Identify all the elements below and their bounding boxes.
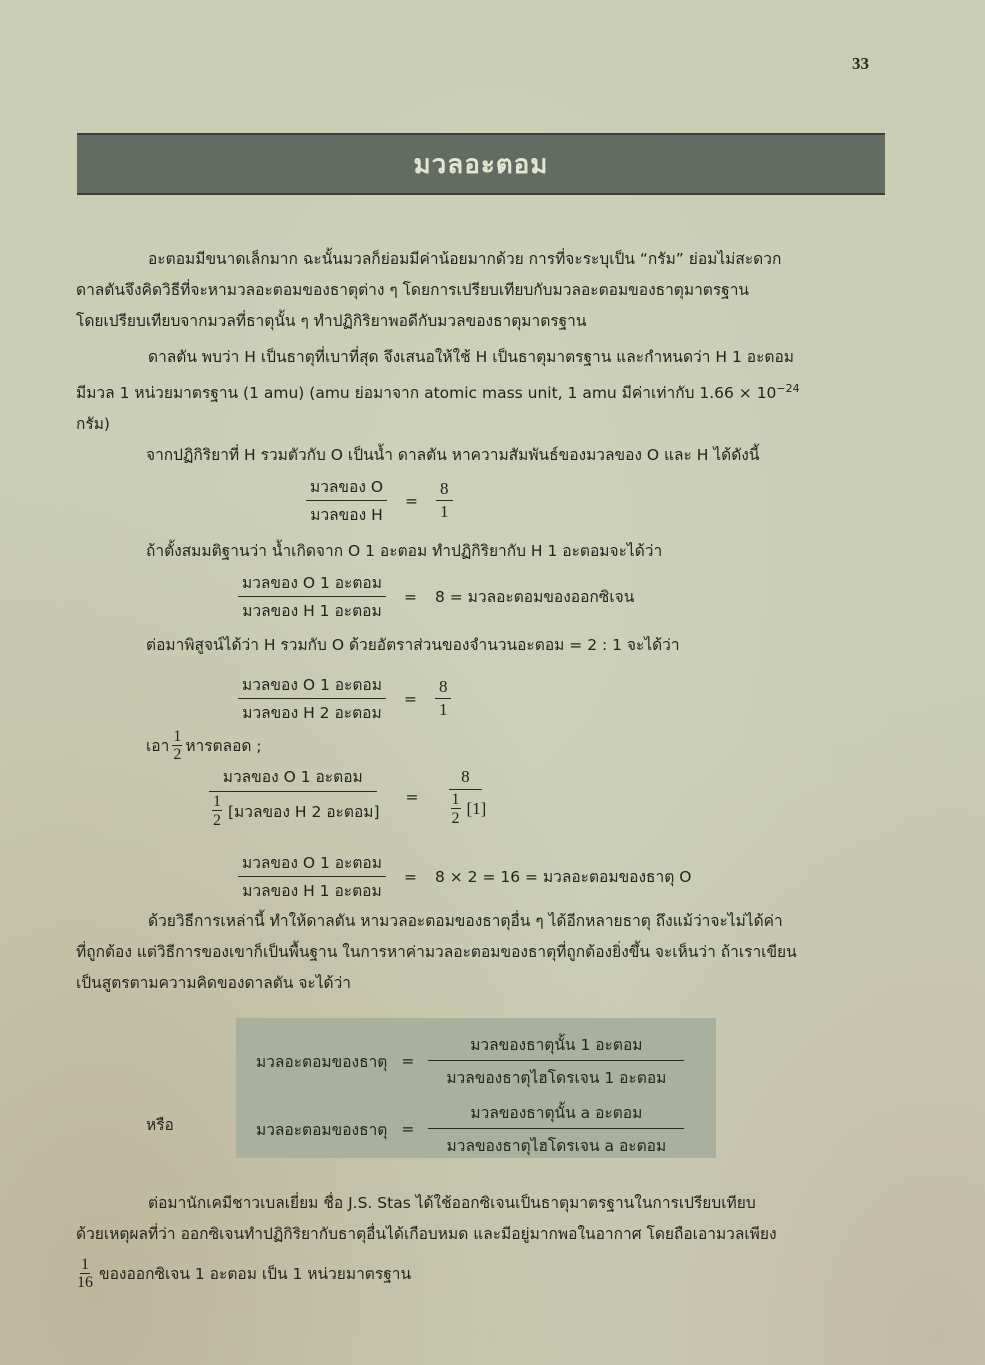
text-line	[76, 373, 886, 409]
fraction-half: $\frac{1}{2}$	[451, 790, 460, 827]
paragraph-dalton-method	[76, 906, 886, 999]
fraction-rhs: $\frac{8}{1}$	[436, 479, 453, 522]
equation-h2-ratio: $\frac{\text{มวลของ O 1 อะตอม}}{\text{มวลของ H 2 อะตอม}}$ = $\frac{8}{1}$	[238, 672, 451, 725]
equation-mass-ratio: $\frac{\text{มวลของ O}}{\text{มวลของ H}}$ = $\frac{8}{1}$	[306, 474, 453, 527]
paragraph-intro	[76, 244, 886, 337]
equation-oxygen-atomic-mass: $\frac{\text{มวลของ O 1 อะตอม}}{\text{มวลของ H 1 อะตอม}}$ = 8 = มวลอะตอมของออกซิเจน	[238, 570, 634, 623]
fraction-lhs: $\frac{\text{มวลของ O 1 อะตอม}}{\text{มวลของ H 1 อะตอม}}$	[238, 850, 386, 903]
amu-definition: มีมวล 1 หน่วยมาตรฐาน (1 amu) (amu ย่อมาจาก atomic mass unit, 1 amu มีค่าเท่ากับ 1.66 × 10	[76, 384, 777, 403]
section-title: มวลอะตอม	[413, 149, 549, 180]
exponent: −24	[776, 382, 800, 395]
section-title-bar	[77, 133, 885, 195]
step-divide-by-half: เอา $\frac{1}{2}$ หารตลอด ;	[146, 728, 262, 763]
text-line: ดาลตันจึงคิดวิธีที่จะหามวลอะตอมของธาตุต่าง ๆ โดยการเปรียบเทียบกับมวลอะตอมของธาตุมาตรฐาน	[76, 281, 750, 299]
equation-halved: มวลของ O 1 อะตอม $\frac{1}{2}$ [มวลของ H 2 อะตอม] = 8 $\frac{1}{2}$ [1]	[202, 764, 490, 829]
fraction-rhs: $\frac{8}{1}$	[435, 677, 452, 720]
paragraph-hypothesis: ถ้าตั้งสมมติฐานว่า น้ำเกิดจาก O 1 อะตอม ทำปฏิกิริยากับ H 1 อะตอมจะได้ว่า	[146, 542, 663, 560]
equation-oxygen-16: $\frac{\text{มวลของ O 1 อะตอม}}{\text{มวลของ H 1 อะตอม}}$ = 8 × 2 = 16 = มวลอะตอมของธาตุ O	[238, 850, 691, 903]
paragraph-dalton	[76, 342, 886, 440]
text-line: เป็นสูตรตามความคิดของดาลตัน จะได้ว่า	[76, 974, 352, 992]
fraction-one-sixteenth: $\frac{1}{16}$	[77, 1256, 93, 1291]
text-line: โดยเปรียบเทียบจากมวลที่ธาตุนั้น ๆ ทำปฏิกิริยาพอดีกับมวลของธาตุมาตรฐาน	[76, 312, 587, 330]
paragraph-ratio-proof: ต่อมาพิสูจน์ได้ว่า H รวมกับ O ด้วยอัตราส่วนของจำนวนอะตอม = 2 : 1 จะได้ว่า	[146, 636, 680, 654]
fraction-lhs: $\frac{\text{มวลของ O 1 อะตอม}}{\text{มวลของ H 2 อะตอม}}$	[238, 672, 386, 725]
text-line: อะตอมมีขนาดเล็กมาก ฉะนั้นมวลก็ย่อมมีค่าน้อยมากด้วย การที่จะระบุเป็น “กรัม” ย่อมไม่สะดวก	[148, 250, 782, 268]
text-line: ดาลตัน พบว่า H เป็นธาตุที่เบาที่สุด จึงเสนอให้ใช้ H เป็นธาตุมาตรฐาน และกำหนดว่า H 1 อะตอม	[148, 348, 794, 366]
fraction-lhs: มวลของ O 1 อะตอม $\frac{1}{2}$ [มวลของ H 2 อะตอม]	[202, 764, 384, 829]
paragraph-water-reaction: จากปฏิกิริยาที่ H รวมตัวกับ O เป็นน้ำ ดาลตัน หาความสัมพันธ์ของมวลของ O และ H ได้ดังนี้	[146, 446, 760, 464]
text-line: ด้วยเหตุผลที่ว่า ออกซิเจนทำปฏิกิริยากับธาตุอื่นได้เกือบหมด และมีอยู่มากพอในอากาศ โดยถือเอามวลเพียง	[76, 1225, 777, 1243]
or-label: หรือ	[146, 1116, 174, 1134]
fraction-lhs: $\frac{\text{มวลของ O 1 อะตอม}}{\text{มวลของ H 1 อะตอม}}$	[238, 570, 386, 623]
page-number: 33	[852, 54, 869, 73]
text-line: ด้วยวิธีการเหล่านี้ ทำให้ดาลตัน หามวลอะตอมของธาตุอื่น ๆ ได้อีกหลายธาตุ ถึงแม้ว่าจะไม่ได้ค่า	[148, 912, 783, 930]
text-line: ที่ถูกต้อง แต่วิธีการของเขาก็เป็นพื้นฐาน ในการหาค่ามวลอะตอมของธาตุที่ถูกต้องยิ่งขึ้น จะเห็นว่า ถ้าเราเขียน	[76, 943, 797, 961]
text-line: ต่อมานักเคมีชาวเบลเยี่ยม ชื่อ J.S. Stas ได้ใช้ออกซิเจนเป็นธาตุมาตรฐานในการเปรียบเทียบ	[148, 1194, 756, 1212]
text-line: กรัม)	[76, 415, 110, 434]
fraction-half: $\frac{1}{2}$	[173, 728, 182, 763]
fraction-lhs: $\frac{\text{มวลของ O}}{\text{มวลของ H}}$	[306, 474, 387, 527]
equation-rhs: 8 = มวลอะตอมของออกซิเจน	[434, 588, 635, 606]
formula-atomic-mass-1: มวลอะตอมของธาตุ = $\frac{\text{มวลของธาตุนั้น 1 อะตอม}}{\text{มวลของธาตุไฮโดรเจน 1 อะตอม}}$	[256, 1032, 684, 1090]
text-line-sixteenth: $\frac{1}{16}$ ของออกซิเจน 1 อะตอม เป็น 1 หน่วยมาตรฐาน	[77, 1256, 412, 1291]
equation-rhs: 8 × 2 = 16 = มวลอะตอมของธาตุ O	[434, 868, 692, 886]
fraction-rhs: 8 $\frac{1}{2}$ [1]	[441, 767, 491, 827]
fraction-formula: $\frac{\text{มวลของธาตุนั้น 1 อะตอม}}{\text{มวลของธาตุไฮโดรเจน 1 อะตอม}}$	[428, 1032, 684, 1090]
formula-atomic-mass-a: มวลอะตอมของธาตุ = $\frac{\text{มวลของธาตุนั้น a อะตอม}}{\text{มวลของธาตุไฮโดรเจน a อะตอม}}$	[256, 1100, 684, 1158]
paragraph-stas	[76, 1188, 886, 1250]
fraction-formula: $\frac{\text{มวลของธาตุนั้น a อะตอม}}{\text{มวลของธาตุไฮโดรเจน a อะตอม}}$	[428, 1100, 684, 1158]
fraction-half: $\frac{1}{2}$	[213, 793, 221, 829]
